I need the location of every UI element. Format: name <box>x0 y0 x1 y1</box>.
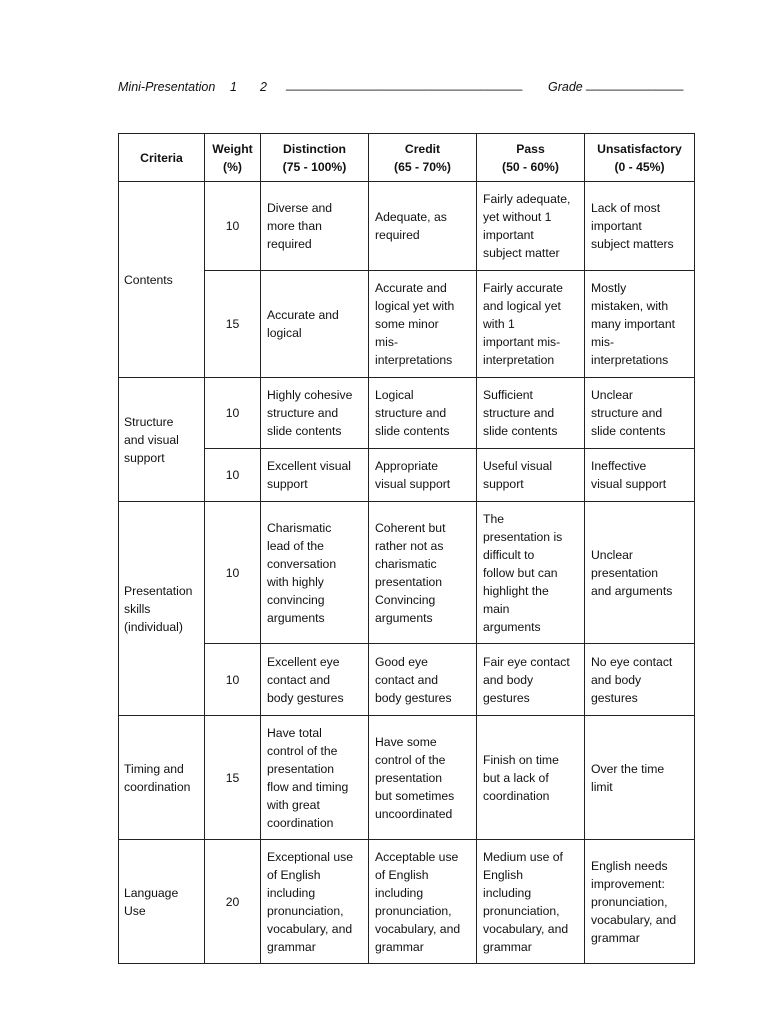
criteria-language: Language Use <box>119 840 205 964</box>
credit-cell: Accurate and logical yet with some minor mis- interpretations <box>369 271 477 378</box>
column-header-pass: Pass (50 - 60%) <box>477 134 585 182</box>
weight-cell: 10 <box>205 182 261 271</box>
mini-presentation-label: Mini-Presentation <box>118 80 216 94</box>
header-row <box>119 134 695 182</box>
table-row <box>119 840 695 964</box>
criteria-presentation-skills: Presentation skills (individual) <box>119 502 205 716</box>
pass-cell: Fair eye contact and body gestures <box>477 644 585 716</box>
credit-cell: Logical structure and slide contents <box>369 378 477 449</box>
unsatisfactory-cell: No eye contact and body gestures <box>585 644 695 716</box>
table-row <box>119 271 695 378</box>
unsatisfactory-cell: Over the time limit <box>585 716 695 840</box>
distinction-cell: Accurate and logical <box>261 271 369 378</box>
distinction-cell: Charismatic lead of the conversation with highly convincing arguments <box>261 502 369 644</box>
criteria-structure: Structure and visual support <box>119 378 205 502</box>
column-header-distinction: Distinction (75 - 100%) <box>261 134 369 182</box>
unsatisfactory-cell: Unclear presentation and arguments <box>585 502 695 644</box>
criteria-contents: Contents <box>119 182 205 378</box>
distinction-cell: Highly cohesive structure and slide contents <box>261 378 369 449</box>
unsatisfactory-cell: Unclear structure and slide contents <box>585 378 695 449</box>
option-2[interactable]: 2 <box>260 80 267 94</box>
weight-cell: 20 <box>205 840 261 964</box>
grade-label: Grade <box>548 80 583 94</box>
credit-cell: Appropriate visual support <box>369 449 477 502</box>
table-row <box>119 449 695 502</box>
credit-cell: Coherent but rather not as charismatic presentation Convincing arguments <box>369 502 477 644</box>
pass-cell: Finish on time but a lack of coordination <box>477 716 585 840</box>
weight-cell: 10 <box>205 449 261 502</box>
distinction-cell: Excellent eye contact and body gestures <box>261 644 369 716</box>
weight-cell: 10 <box>205 644 261 716</box>
column-header-credit: Credit (65 - 70%) <box>369 134 477 182</box>
distinction-cell: Diverse and more than required <box>261 182 369 271</box>
pass-cell: Fairly accurate and logical yet with 1 important mis- interpretation <box>477 271 585 378</box>
rubric-table <box>118 133 695 964</box>
column-header-criteria: Criteria <box>119 134 205 182</box>
pass-cell: Fairly adequate, yet without 1 important subject matter <box>477 182 585 271</box>
unsatisfactory-cell: English needs improvement: pronunciation, vocabulary, and grammar <box>585 840 695 964</box>
header-line <box>118 77 693 98</box>
weight-cell: 15 <box>205 716 261 840</box>
option-1[interactable]: 1 <box>230 80 237 94</box>
distinction-cell: Have total control of the presentation flow and timing with great coordination <box>261 716 369 840</box>
pass-cell: Useful visual support <box>477 449 585 502</box>
criteria-timing: Timing and coordination <box>119 716 205 840</box>
weight-cell: 10 <box>205 378 261 449</box>
pass-cell: Sufficient structure and slide contents <box>477 378 585 449</box>
table-row <box>119 502 695 644</box>
column-header-unsatisfactory: Unsatisfactory (0 - 45%) <box>585 134 695 182</box>
credit-cell: Acceptable use of English including pronunciation, vocabulary, and grammar <box>369 840 477 964</box>
pass-cell: Medium use of English including pronunciation, vocabulary, and grammar <box>477 840 585 964</box>
credit-cell: Good eye contact and body gestures <box>369 644 477 716</box>
weight-cell: 10 <box>205 502 261 644</box>
distinction-cell: Excellent visual support <box>261 449 369 502</box>
weight-cell: 15 <box>205 271 261 378</box>
unsatisfactory-cell: Mostly mistaken, with many important mis- interpretations <box>585 271 695 378</box>
pass-cell: The presentation is difficult to follow but can highlight the main arguments <box>477 502 585 644</box>
distinction-cell: Exceptional use of English including pronunciation, vocabulary, and grammar <box>261 840 369 964</box>
unsatisfactory-cell: Lack of most important subject matters <box>585 182 695 271</box>
name-blank: __________________________________ <box>286 77 523 91</box>
credit-cell: Adequate, as required <box>369 182 477 271</box>
credit-cell: Have some control of the presentation but sometimes uncoordinated <box>369 716 477 840</box>
column-header-weight: Weight (%) <box>205 134 261 182</box>
table-row <box>119 182 695 271</box>
table-row <box>119 378 695 449</box>
grade-blank: ______________ <box>586 77 684 91</box>
table-row <box>119 644 695 716</box>
table-row <box>119 716 695 840</box>
unsatisfactory-cell: Ineffective visual support <box>585 449 695 502</box>
